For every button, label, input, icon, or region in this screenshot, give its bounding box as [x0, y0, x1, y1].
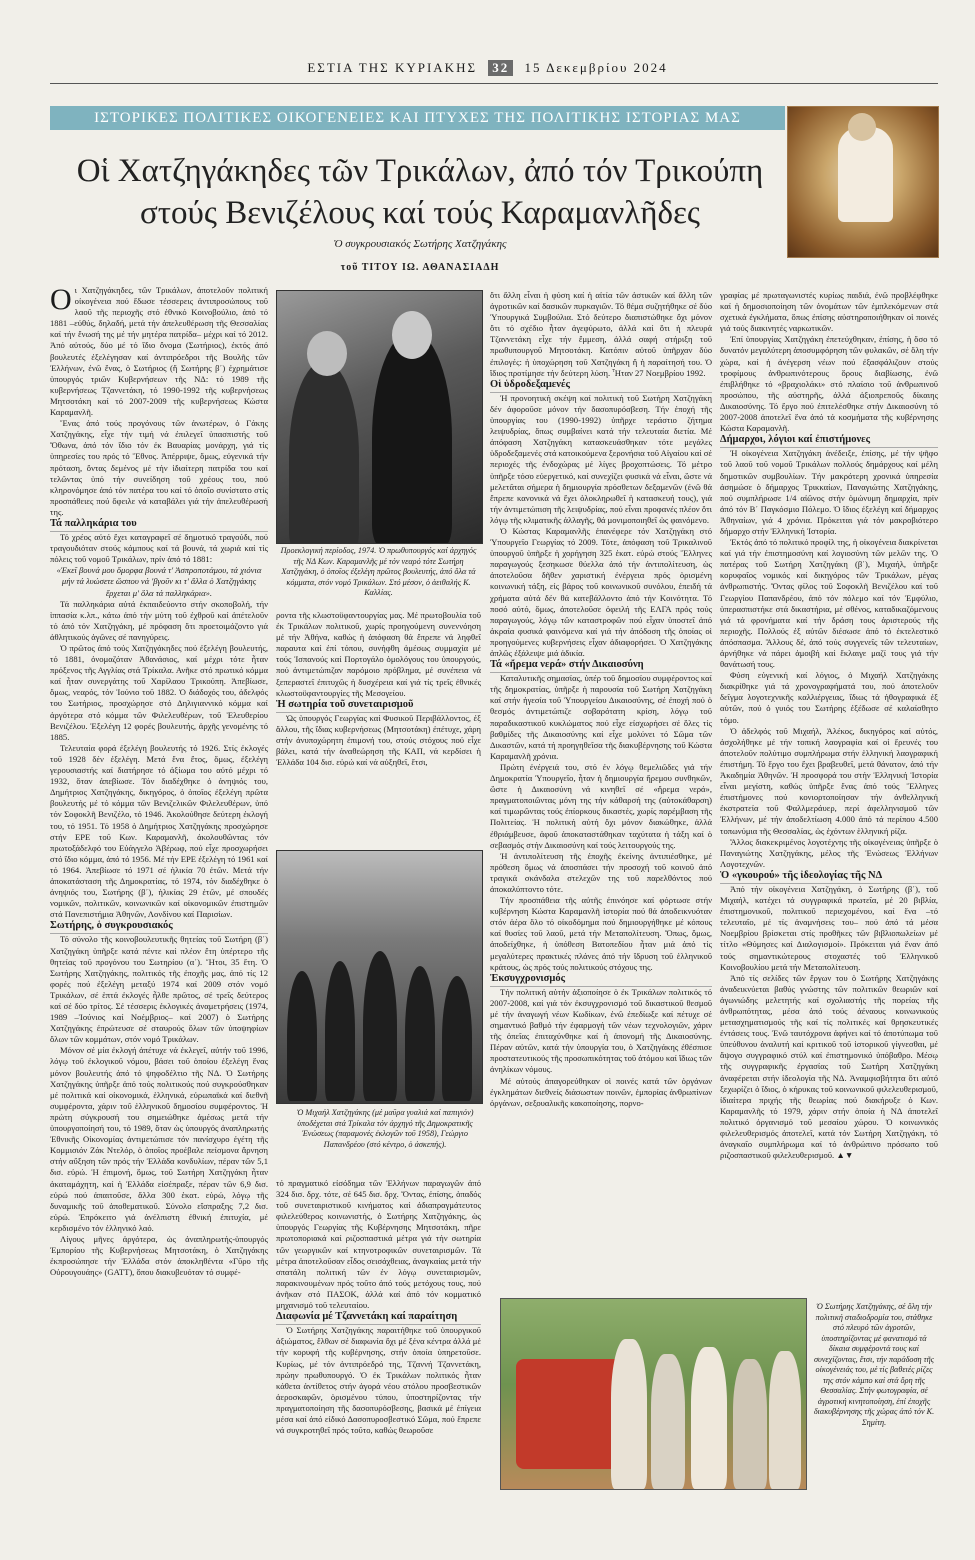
column-2-top: [276, 610, 481, 775]
painting-figure: [838, 127, 893, 222]
subheading: Ἡ σωτηρία τοῦ συνεταιρισμοῦ: [276, 699, 481, 713]
masthead-title: ΕΣΤΙΑ ΤΗΣ ΚΥΡΙΑΚΗΣ: [307, 60, 478, 75]
paragraph: Ὡς ὑπουργός Γεωργίας καί Φυσικοῦ Περιβάλλοντος, ἐξ ἄλλου, τῆς ἴδιας κυβερνήσεως (Μητσοτάκη) ἐπέτυχε, χάρη στήν ἀνυποχώρητη ἐπιμονή του, στούς στόχους πού εἶχε βάλει, κατά τήν ἀναθεώρηση τῆς ΚΑΠ, νά κερδίσει ἡ Ἑλλάδα 104 δισ. εὐρώ καί νά αὐξηθεῖ, ἔτσι,: [276, 712, 481, 768]
paragraph: Λίγους μῆνες ἀργότερα, ὡς ἀναπληρωτής-ὑπουργός Ἐμπορίου τῆς Κυβερνήσεως Μητσοτάκη, ὁ Χατζηγάκης ἐκπροσώπησε τήν Ἑλλάδα στόν ἀποκληθέντα «Γῦρο τῆς Οὐρουγουάης» (GATT), ὅπου διακυβευόταν τό συμφέ-: [50, 1233, 268, 1278]
paragraph: ὅτι ἄλλη εἶναι ἡ φύση καί ἡ αἰτία τῶν ἀστικῶν καί ἄλλη τῶν ἀγροτικῶν καί δασικῶν πυρκαγιῶν. Τό θέμα συζητήθηκε σέ δύο Ὑπουργικά Συμβούλια. Στό δεύτερο διαπιστώθηκε ὄχι μόνον ὅτι τό σχέδιο ἦταν ἀγεφύρωτο, ἀλλά καί ὅτι ἡ πλευρά Τζαννετάκη εἶχε τήν ἔμμεση, ἀλλά σαφή στήριξη τοῦ πρωθυπουργοῦ Μητσοτάκη. Κατόπιν αὐτοῦ ὑπῆρχαν δύο ἐπιλογές: ἡ ὑποχώρηση τοῦ Χατζηγάκη ἤ ἡ παραίτησή του. Ὁ ἴδιος προτίμησε τήν δεύτερη λύση. Ἦταν 27 Νοεμβρίου 1992.: [490, 290, 712, 378]
paragraph: Φύση εὐγενική καί λόγιος, ὁ Μιχαήλ Χατζηγάκης διακρίθηκε γιά τά χρονογραφήματά του, πού ἀποτελοῦν δεῖγμα λογοτεχνικῆς καλλιέργειας, ἴδιως τά ἠθογραφικά ἐξ αὐτῶν, πού ὁ γυιός του Σωτήρης ἐξέδωσε σέ καλαίσθητο τόμο.: [720, 670, 938, 725]
section-banner: ΙΣΤΟΡΙΚΕΣ ΠΟΛΙΤΙΚΕΣ ΟΙΚΟΓΕΝΕΙΕΣ ΚΑΙ ΠΤΥΧΕΣ ΤΗΣ ΠΟΛΙΤΙΚΗΣ ΙΣΤΟΡΙΑΣ ΜΑΣ: [50, 106, 785, 130]
subheading: Δήμαρχοι, λόγιοι καί ἐπιστήμονες: [720, 434, 938, 448]
paragraph: Μόνον σέ μία ἐκλογή ἀπέτυχε νά ἐκλεγεῖ, αὐτήν τοῦ 1996, λόγῳ τοῦ ἐκλογικοῦ νόμου, βάσει τοῦ ὁποίου ἐξελέγη ἕνας μόνον βουλευτής ἀπό τό ψηφοδέλτιο τῆς ΝΔ. Ὁ Σωτήρης Χατζηγάκης ὑπῆρξε ἀπό τούς πολιτικούς πού συγκρούσθηκαν μέ πολιτικά καί οἰκονομικά, ἑλληνικά, εὐρωπαϊκά καί διεθνῆ συμφέροντα, χάριν τοῦ ἑλληνικοῦ δημοσίου συμφέροντος. Ἡ πρώτη σύγκρουσή του σημειώθηκε ἀμέσως μετά τήν ὑπουργοποίησή του, τό 1989, ὅταν ὡς ὑπουργός ἀναπληρωτής Ἐθνικῆς Οἰκονομίας ἀντιμετώπισε τόν πανίσχυρο ἐγέτη τῆς Κομμισιόν Ζάκ Ντελόρ, ὁ ὁποῖος προέβαλε πείσμονα ἄρνηση στήν αὔξηση τῶν πρός τήν Ἑλλάδα κονδυλίων, πέραν τῶν 5,1 δισ. εὐρώ. Ἡ ἐπιμονή, ὅμως, τοῦ Σωτήρη Χατζηγάκη ἦταν ἀκαταμάχητη, καί ἡ Ἑλλάδα εἰσέπραξε, πέραν τῶν 6,9 δισ. εὐρώ πού ἀπαιτοῦσε, ἄλλα 300 ἑκατ. εὐρώ, λόγῳ τῆς δυναμικῆς τοῦ ἀποθεματικοῦ. Σύνολο εἴσπραξης 7,2 δισ. εὐρώ. Ἐπρόκειτο γιά ἀνέλπιστη ἐθνική ἐπιτυχία, μέ κερδισμένο τόν ἑλληνικό λαό.: [50, 1045, 268, 1233]
drop-cap: Ο: [50, 285, 72, 316]
paragraph: Ὁ ἀδελφός τοῦ Μιχαήλ, Ἀλέκος, δικηγόρος καί αὐτός, ἀσχολήθηκε μέ τήν τοπική λαογραφία καί οἱ ἔρευνές του ἀποτελοῦν πολύτιμο συμπλήρωμα στήν ἑλληνική λαογραφική ἐπιστήμη. Τό ἔργο του ἔχει βραβευθεῖ, μετά θάνατον, ἀπό τήν Ἀκαδημία Ἀθηνῶν. Ἡ προσφορά του στήν Ἑλληνική Ἱστορία εἶναι μεγίστη, καθώς ὑπῆρξε ἕνας ἀπό τούς Ἕλληνες ἐπιστήμονες πού κονιορτοποίησαν τήν ἀνθελληνική ἐκστρατεία τοῦ Φαλλμεράυερ, περί ἀφελληνισμοῦ τῶν Ἑλλήνων, μέ τήν ἀποδελτίωση 4.000 ἀπό τά περίπου 4.500 τοπωνύμια τῆς Θεσσαλίας, ὡς ἐχόντων ἑλληνική ρίζα.: [720, 725, 938, 836]
paragraph: Καταλυτικῆς σημασίας, ὑπέρ τοῦ δημοσίου συμφέροντος καί τῆς δημοκρατίας, ὑπῆρξε ἡ παρουσία τοῦ Σωτήρη Χατζηγάκη καί στήν ἡγεσία τοῦ Ὑπουργείου Δικαιοσύνης, σέ ἐποχή πού ὁ θεσμός ἀντιμετώπιζε σοβαρότατη κρίση, λόγῳ τοῦ παραδικαστικοῦ κυκλώματος πού εἶχε εἰσχωρήσει σέ ὅλες τίς βαθμίδες τῆς Δικαιοσύνης καί εἶχε μολύνει τό Σῶμα τῶν Δικαστῶν, κατά τή προηγηθεῖσα τῆς διακυβέρνησης τοῦ Κώστα Καραμανλῆ χρόνια.: [490, 673, 712, 761]
paragraph: Πρώτη ἐνέργειά του, στό ἐν λόγῳ θεμελιῶδες γιά τήν Δημοκρατία Ὑπουργεῖο, ἦταν ἡ δημιουργία ἤρεμου συνθηκῶν, ὥστε ἡ Δικαιοσύνη νά κινηθεῖ σέ «ἤρεμα νερά», πραγματοποιῶντας μόνη της τήν κάθαρσή της (αὐτοκάθαρση) καί τιμωρῶντας τούς ἐπίορκους δικαστές, χωρίς παρέμβαση τῆς Πολιτείας. Ἡ πολιτική αὐτή ὄχι μόνον διακώθηκε, ἀλλά ἐθριάμβευσε, ἀφοῦ ἀποκαταστάθηκαν ταχύτατα ἡ τάξη καί ὁ σεβασμός στήν Δικαιοσύνη καί τούς λειτουργούς της.: [490, 761, 712, 850]
photo-caption: Ὁ Μιχαήλ Χατζηγάκης (μέ μαῦρα γυαλιά καί παπιγιόν) ὑποδέχεται στά Τρίκαλα τόν ἀρχηγό τῆς Δημοκρατικῆς Ἑνώσεως (παραμονές ἐκλογῶν τοῦ 1958), Γεώργιο Παπανδρέου (στό κέντρο, ὁ ἀσκεπής).: [296, 1108, 474, 1149]
paragraph: Τήν προσπάθεια τῆς αὐτῆς ἐπινόησε καί φόρτωσε στήν κυβέρνηση Κώστα Καραμανλῆ ἱστορία πού θά ἀποδεικνυόταν στόν ἀέρα ὅλο τό οἰκοδόμημα πού δημιουργήθηκε μέ κόπους καί θυσίες τοῦ λαοῦ, μετά τήν Μεταπολίτευση. Ὅπως, ὅμως, ἀποδείχθηκε, ἡ ὑπόθεση Βατοπεδίου ἦταν μιά ἀπό τίς μεγαλύτερες πρακτικές πλάνες ἀπό τήν ἵδρυση τοῦ ἑλληνικοῦ κράτους, ὡς πρός τούς πολιτικούς στόχους της.: [490, 895, 712, 972]
subheading: Τά παλληκάρια του: [50, 518, 268, 532]
column-2-bottom: [276, 1178, 481, 1538]
subheading: Διαφωνία μέ Τζαννετάκη καί παραίτηση: [276, 1311, 481, 1325]
paragraph: Ἄλλος διακεκριμένος λογοτέχνης τῆς οἰκογένειας ὑπῆρξε ὁ Παναγιώτης Χατζηγάκης, μέλος τῆς Ἑνώσεως Ἑλλήνων Λογοτεχνῶν.: [720, 836, 938, 869]
paragraph: ι Χατζηγάκηδες, τῶν Τρικάλων, ἀποτελοῦν πολιτική οἰκογένεια πού ἔδωσε τέσσερεις ἀντιπροσώπους τοῦ λαοῦ τῆς περιοχῆς στό ἐθνικό Κοινοβούλιο, ἀπό τό 1881 –εὐθύς, δηλαδή, μετά τήν ἀπελευθέρωση τῆς Θεσσαλίας καί τήν ἕνωσή της μέ τήν μητέρα πατρίδα– μέχρι καί τό 2012. Ἀπό αὐτούς, δύο μέ τό ἴδιο ὄνομα (Σωτήριος), ἐκτός ἀπό βουλευτές ἐξελέγησαν καί ἀντιπρόεδροι τῆς Βουλῆς τῶν Ἑλλήνων, ἐνῶ ἕνας, ὁ Σωτήριος (ἤ Σωτήρης β΄) ἐχρημάτισε ὑπουργός τριῶν Κυβερνήσεων τῆς ΝΔ: τό 1989 τῆς κυβερνήσεως Τζαννετάκη, τό 1990-1992 τῆς κυβερνήσεως Μητσοτάκη καί τό 2007-2009 τῆς κυβερνήσεως Κώστα Καραμανλῆ.: [50, 285, 268, 418]
paragraph: Ἀπό τήν οἰκογένεια Χατζηγάκη, ὁ Σωτήρης (β΄), τοῦ Μιχαήλ, κατέχει τά συγγραφικά πρωτεῖα, μέ 20 βιβλία, ἐπιστημονικοῦ, πολιτικοῦ περιεχομένου, καί ἕνα –τό τελευταῖο, μέ τίς ἀναμνήσεις του– πού ἀπό τά μέσα Νοεμβρίου βρίσκεται στίς προθῆκες τῶν βιβλιοπωλείων μέ τίτλο «Θύμησες καί Διαλογισμοί». Πρόκειται γιά ἕναν ἀπό τούς σημαντικώτερους στοχαστές τοῦ Ἑλληνικοῦ Κοινοβουλίου μετά τήν Μεταπολίτευση.: [720, 883, 938, 972]
photo-caption: Ὁ Σωτήρης Χατζηγάκης, σέ ὅλη τήν πολιτική σταδιοδρομία του, στάθηκε στό πλευρό τῶν ἀγροτῶν, ὑποστηρίζοντας μέ φανατισμό τά δίκαια συμφέροντά τους καί συνεχίζοντας, ἔτσι, τήν παράδοση τῆς οἰκογένειάς του, μέ τίς βαθειές ρίζες της στόν κάμπο καί στά ὄρη τῆς Θεσσαλίας. Στήν φωτογραφία, σέ ἀγροτική κινητοποίηση, ἐπί ἐποχῆς διακυβέρνησης τῆς χώρας ἀπό τόν Κ. Σημίτη.: [813, 1302, 935, 1427]
paragraph: Ἡ ἀντιπολίτευση τῆς ἐποχῆς ἐκείνης ἀντιπιέσθηκε, μέ πρόθεση ὅμως νά ἀποσπάσει τήν προσοχή τοῦ κοινοῦ ἀπό τραγικά σκάνδαλα στελεχῶν της τοῦ παρελθόντος πού ἀποκαλύπτοντο τότε.: [490, 850, 712, 894]
poem-quote: «Ἐκεῖ βουνά μου ὄμορφα βουνά τ' Ἀσπροποτάμου, τά χιόνια μήν τά λυώσετε ὥσπου νά 'βγοῦν κι τ' ἄλλα ὁ Χατζηγάκης ἔρχεται μ' ὅλα τά παλληκάρια».: [56, 565, 262, 598]
article-author: τοῦ ΤΙΤΟΥ ΙΩ. ΑΘΑΝΑΣΙΑΔΗ: [340, 262, 500, 273]
painting-image: [787, 106, 939, 258]
photo-karamanlis-1974: [276, 290, 483, 544]
paragraph: Ὁ Σωτήρης Χατζηγάκης παραιτήθηκε τοῦ ὑπουργικοῦ ἀξιώματος, ἔλθων σέ διαφωνία ὄχι μέ ξένα κέντρα ἀλλά μέ τήν κορυφή τῆς κυβέρνησης, στήν ὁποία ὑπηρετοῦσε. Κυρίως, μέ τόν ἀντιπρόεδρό της, Τζαννή Τζαννετάκη, πρώην πρωθυπουργό. Ὁ ἐκ Τρικάλων πολιτικός ἦταν κάθετα ἀντίθετος στήν ἀγορά νέου στόλου προσβεστικῶν ἀεροσκαφῶν, ὁρισμένου τύπου, ὑποστηρίζοντας τήν πραγματοποίηση τῆς δασοπυρόσβεσης, βασικά μέ ἐπίγεια μέσα καί ἀπό εἰδικό Δασοπυροσβεστικό Σῶμα, πού ἔπρεπε νά συγκροτηθεῖ πρός τοῦτο, καθώς θεωροῦσε: [276, 1325, 481, 1436]
masthead: [0, 60, 975, 76]
article-subtitle: Ὁ συγκρουσιακός Σωτήρης Χατζηγάκης: [333, 238, 507, 250]
photo-caption: Προεκλογική περίοδος, 1974. Ὁ πρωθυπουργός καί ἀρχηγός τῆς ΝΔ Κων. Καραμανλῆς μέ τόν νεαρό τότε Σωτήρη Χατζηγάκη, ὁ ὁποῖος ἐξελέγη πρῶτος βουλευτής, ἀπό ὅλα τά κόμματα, στόν νομό Τρικάλων. Στό μέσον, ὁ ἀειθαλής Κ. Καλλίας.: [280, 546, 477, 597]
column-4: [720, 290, 938, 1290]
column-3: [490, 290, 712, 1290]
paragraph: Τό χρέος αὐτό ἔχει καταγραφεῖ σέ δημοτικό τραγούδι, πού τραγουδιόταν στούς κάμπους καί τά βουνά, τά χωριά καί τίς πόλεις τοῦ νομοῦ Τρικάλων, πρίν ἀπό τό 1881:: [50, 532, 268, 565]
paragraph: Ἐπί ὑπουργίας Χατζηγάκη ἐπετεύχθηκαν, ἐπίσης, ἡ ὅσο τό δυνατόν μεγαλύτερη ἀποσυμφόρηση τῶν φυλακῶν, σέ ὅλη τήν χώρα, καί ἡ ἀνέγερση νέων πού ἐξασφάλιζουν στούς τροφίμους ἀνθρωπινότερους ὅρους διαβίωσης, ἐνῶ ἐπιβλήθηκε τό «βραχιολάκι» στό πλαίσιο τοῦ ἀνθρωπινοῦ προσώπου, τῆς αὐστηρῆς, ἀλλά ἀξιοπρεποῦς δίκαιης Δικαιοσύνης. Τό ἔργο πού ἐπιτελέσθηκε στήν Δικαιοσύνη τό 2007-2008 ἀποτελεῖ ἕνα ἀπό τά κοσμήματα τῆς κυβέρνησης Κώστα Καραμανλῆ.: [720, 334, 938, 434]
photo-papandreou-1958: [276, 850, 483, 1104]
paragraph: Ἐκτός ἀπό τό πολιτικό προφίλ της, ἡ οἰκογένεια διακρίνεται καί γιά τήν ἐπιστημοσύνη καί λογιοσύνη τῶν μελῶν της. Ὁ πατέρας τοῦ Σωτήρη Χατζηγάκη (β΄), Μιχαήλ, ὑπῆρξε κορυφαῖος νομικός καί δικηγόρος τῶν Τρικάλων, μέγας ἀνθρωπιστής. Ὄντας φίλος τοῦ Σοφοκλῆ Βενιζέλου καί τοῦ Γεωργίου Παπανδρέου, ἀπό τόν πόλεμο καί τόν Ἐμφύλιο, ὑπερασπιστήκε στά δικαστήρια, μέ σθένος, καταδικαζόμενους γιά τά φρονήματα καί τήν δράση τους ἀριστερούς τῆς περιοχῆς. Πολλούς ἐξ αὐτῶν διέσωσε ἀπό τό ἐκτελεστικό ἀπόσπασμα. Ἄλλους δέ, ἀπό τούς συγγενεῖς τῶν τελευταίων, ἀρνήθηκε νά πάρει ἀμοιβή καί ἔκλαιγε μαζί τους γιά τήν θανάτωσή τους.: [720, 537, 938, 670]
paragraph: Τελευταία φορά ἐξελέγη βουλευτής τό 1926. Στίς ἐκλογές τοῦ 1928 δέν ἐξελέγη. Μετά ἕνα ἔτος, ὅμως, ἐξελέγη γερουσιαστής καί διατήρησε τό ἀξίωμα του αὐτό μέχρι τό 1932, ὅταν ἀπεβίωσε. Τόν διαδέχθηκε ὁ ἀνηψιός του, Δημήτριος Χατζηγάκης, δικηγόρος, ὁ ὁποῖος ἐξελέγη πρῶτα βουλευτής μέ τό κόμμα τῶν Βενιζελικῶν Φιλελευθέρων, ὑπό τόν Σοφοκλῆ Βενιζέλο, τό 1946. Ἀκολούθησε δεύτερη ἐκλογή του, τό 1951. Τό 1958 ὁ Δημήτριος Χατζηγάκης προσχώρησε στήν ΕΡΕ τοῦ Κων. Καραμανλῆ, ἀκολουθῶντας τόν πρωτοξάδελφό του Εὐάγγελο Ἀβέρωφ, πού εἶχε προσχωρήσει στό ἴδιο κόμμα, ἀπό τό 1956. Μέ τήν ΕΡΕ ἐξελέγη τό 1961 καί τό 1964. Ἀπεβίωσε τό 1971 σέ ἡλικία 70 ἐτῶν. Μετά τήν ἀποκατάσταση τῆς Δημοκρατίας, τό 1974, τόν διαδέχθηκε ὁ ἀνηψιός του, Σωτήρης (β΄), ἡλικίας 29 ἐτῶν, μέ σπουδές νομικῶν, πολιτικῶν, κοινωνικῶν καί οἰκονομικῶν ἐπιστημῶν στά Πανεπιστήμια Ἀθηνῶν, Λονδίνου καί Παρισίων.: [50, 742, 268, 920]
photo-farmers-protest: [500, 1298, 807, 1490]
paragraph: Ἡ προνοητική σκέψη καί πολιτική τοῦ Σωτήρη Χατζηγάκη δέν ἀφοροῦσε μόνον τήν δασοπυρόσβεση. Τήν ἐποχή τῆς ὑπουργίας του (1990-1992) ὑπῆρχε τεράστιο ζήτημα λειψυδρίας, ὅπως συμβαίνει κατά τήν τελευταία διετία. Μέ ἀπόφαση Χατζηγάκη κατασκευάσθηκαν τότε μεγάλες ὑδροδεξαμενές στά κατοικούμενα ξερονήσια τοῦ Αἰγαίου καί σέ περιοχές τῆς ἐνδοχώρας μέ λίγες βροχοπτώσεις. Τό μέτρο ὑπῆρξε τόσο εὐεργετικό, καί συνεχίζει φυσικά νά εἶναι, ὥστε νά μελετᾶται σήμερα ἡ δημιουργία πρόσθετων δεξαμενῶν (ἐνῶ θά ἔπρεπε κανονικά νά ἔχει ὁλοκληρωθεῖ ἡ κατασκευή τους), γιά τήν ἀντιμετώπιση τῆς λειψυδρίας, πού εἶναι προφανές πλέον ὅτι λόγῳ τῆς κλιματικῆς ἀλλαγῆς, θά μονιμοποιηθεῖ ὡς φαινόμενο.: [490, 392, 712, 525]
painting-head: [848, 113, 876, 141]
subheading: Τά «ἤρεμα νερά» στήν Δικαιοσύνη: [490, 659, 712, 673]
paragraph: ροντα τῆς κλωστοϋφαντουργίας μας. Μέ πρωτοβουλία τοῦ ἐκ Τρικάλων πολιτικοῦ, χωρίς προηγούμενη συνεννόηση μέ τήν Ἀθήνα, καθώς ἡ ἀπόφαση θά ἔπρεπε νά ληφθεῖ παραυτα καί ἐπί τόπου, συνήφθη ἀμέσως συμμαχία μέ τούς Ἰσπανούς καί Πορτογάλο ὁμολόγους του ὑπουργούς, πού ἀντιμετώπιζαν παρόμοιο πρόβλημα, μέ συνέπεια νά ξεπεραστεῖ ἐπιτυχῶς ἡ δυσχέρεια καί γιά τίς τρεῖς ἐθνικές κλωστοϋφαντουργίες τῆς Μεσογείου.: [276, 610, 481, 698]
paragraph: Ὁ πρῶτος ἀπό τούς Χατζηγάκηδες πού ἐξελέγη βουλευτής, τό 1881, ὀνομαζόταν Ἀθανάσιος, καί μέχρι τότε ἦταν πρόξενος τῆς Αγγλίας στά Τρίκαλα. Ανῆκε στό πρωτικό κόμμα καί ἦταν συνεργάτης τοῦ Χαρίλαου Τρικούπη. Ἀπεβίωσε, ὅμως, νεαρός, τόν Ἰούνιο τοῦ 1882. Ὁ διάδοχός του, ἀδελφός του Σωτήριος, προσχώρησε στό Δηλιγιαννικό κόμμα καί ἀργότερα στό κόμμα τῶν Φιλελευθέρων, τοῦ Ἐλευθερίου Βενιζέλου. Ἐξελέγη 12 φορές βουλευτής, ἀρχῆς γενομένης τό 1885.: [50, 643, 268, 742]
masthead-date: 15 Δεκεμβρίου 2024: [524, 60, 668, 75]
subheading: Ἐκσυγχρονισμός: [490, 973, 712, 987]
paragraph: Τά παλληκάρια αὐτά ἐκπαιδεύοντο στήν σκοποβολή, τήν ἱππασία κ.λπ., κάτω ἀπό τήν μύτη τοῦ ἐχθροῦ καί ἀπέτελοῦν τό ἀπό τόν Χατζηγάκη, μέ πρόφαση ὅτι προετοιμάζοντο γιά ἀθλητικούς ἀγῶνες σέ πανηγύρεις.: [50, 598, 268, 642]
paragraph: γραφίας μέ πρωταγωνιστές κυρίως παιδιά, ἐνῶ προβλέφθηκε καί ἡ δημοσιοποίηση τῶν ὀνομάτων τῶν ἐμπλεκόμενων στά σχετικά ἐγκλήματα, ὅπως ἐπίσης αὐστηροποιήθηκαν οἱ ποινές γιά τούς διακινητές ναρκωτικῶν.: [720, 290, 938, 334]
article-headline: Οἱ Χατζηγάκηδες τῶν Τρικάλων, ἀπό τόν Τρικούπη στούς Βενιζέλους καί τούς Καραμανλῆδες: [76, 153, 764, 231]
paragraph: Ἡ οἰκογένεια Χατζηγάκη ἀνέδειξε, ἐπίσης, μέ τήν ψῆφο τοῦ λαοῦ τοῦ νομοῦ Τρικάλων πολλούς δημάρχους καί μέλη δημοτικῶν συμβουλίων. Τήν μακρότερη χρονικά ὑπηρεσία ἀσημώσε ὁ δήμαρχος Τρικκαίων, Παναγιώτης Χατζηγάκης, πού συμπλήρωσε 1/4 αἰῶνος στήν ὁμώνυμη δημαρχία, πρίν ἀπό τόν Β΄ Παγκόσμιο Πόλεμο. Ὁ ἴδιος ἐξελέγη καί δήμαρχος Ἀθηναίων, γιά 4 χρόνια. Πρόκειται γιά τόν μακροβιότερο δήμαρχο στήν Ἑλληνική Ἱστορία.: [720, 448, 938, 536]
paragraph: Ἕνας ἀπό τούς προγόνους τῶν ἀνωτέρων, ὁ Γάκης Χατζηγάκης, εἶχε τήν τιμή νά ἐπιλεγεῖ ὑπασπιστής τοῦ Ὄθωνα, ἀπό τόν ἴδιο τόν ἐκ Βαυαρίας μονάρχη, γιά τίς ὑπηρεσίες του πρός τό Ἔθνος. Ἀπέρριψε, ὅμως, εὐγενικά τήν πρόταση, ὄντας δεμένος μέ τήν ἰδιαίτερη πατρίδα του καί τελῶντας ὑπό τήν συνείδηση τοῦ χρέους του, πού κληρονόμησε ἀπό τόν πατέρα του καί τό ὁποῖο συνίστατο στίς προσπάθειες πού ὄφειλε νά καταβάλει γιά τήν ἀπελευθέρωσή της.: [50, 418, 268, 517]
subheading: Οἱ ὑδροδεξαμενές: [490, 379, 712, 393]
paragraph: Τό σύνολο τῆς κοινοβουλευτικῆς θητείας τοῦ Σωτήρη (β΄) Χατζηγάκη ὑπῆρξε κατά πέντε καί πλέον ἔτη ὑπέρτερο τῆς θητείας τοῦ προγόνου του Σωτηρίου (α΄). Ἤτοι, 35 ἔτη. Ὁ Σωτήρης Χατζηγάκης, πολιτικός τῆς ἐποχῆς μας, ἀπό τίς 12 φορές πού ἐξελέγη μεταξύ 1974 καί 2009 στόν νομό Τρικάλων, σέ ἑπτά ἐκλογές ἦλθε πρῶτος, σέ τρεῖς δεύτερος καί σέ δύο τρίτος. Σέ τέσσερις ἐκλογικές ἀναμετρήσεις (1974, 1989 –Ἰούνιος καί Νοέμβριος– καί 2007) ὁ Σωτήρης Χατζηγάκης ἐπρώτευσε σέ σταυρούς ὅλων τῶν ὑποψηφίων ὅλων τῶν κομμάτων, στόν νομό Τρικάλων.: [50, 934, 268, 1045]
paragraph: τό πραγματικό εἰσόδημα τῶν Ἑλλήνων παραγωγῶν ἀπό 324 δισ. δρχ. τότε, σέ 645 δισ. δρχ. Ὄντας, ἐπίσης, ὁπαδός τοῦ συνεταιριστικοῦ κινήματος καί ἀδιαπραγμάτευτος φιλελεύθερος κοινωνιστής, ὁ Σωτήρης Χατζηγάκης, ὡς ὑπουργός Γεωργίας τῆς Κυβέρνησης Μητσοτάκη, πῆρε πρωτοποριακά καί ριζοσπαστικά μέτρα γιά τήν σωτηρία τῶν γεωργικῶν καί κτηνοτροφικῶν συνεταιρισμῶν. Τά μέτρα ἀποτελοῦσαν εἶδος σεισάχθειας, ἀναγκαίας μετά τήν σπατάλη πολιτική τῶν ἐν λόγῳ συνεταιρισμῶν, παρακινουμένων πρός τοῦτο ἀπό τούς μετόχους τους, πού ἀνῆκαν στό ΠΑΣΟΚ, ἀλλά καί ἀπό τόν κομματικό μηχανισμό τοῦ τελευταίου.: [276, 1178, 481, 1311]
masthead-rule: [50, 83, 938, 84]
paragraph: Τήν πολιτική αὐτήν ἀξιοποίησε ὁ ἐκ Τρικάλων πολιτικός τό 2007-2008, καί γιά τόν ἐκσυγχρονισμό τοῦ δικαστικοῦ θεσμοῦ μέ τήν ἀναγωγή νέων Κωδίκων, ἐνῶ ἐπεδίωξε καί πέτυχε σέ σημαντικό βαθμό τήν ἐφαρμογή τῶν νέων τεχνολογιῶν, χάριν τῆς ὀπεῖας ἐπιταχύνθηκε καί ἡ ἀπονομή τῆς Δικαιοσύνης. Πέραν αὐτῶν, κατά τήν ὑπουργία του, ὁ Χατζηγάκης ἐθέσπισε προστατευτικούς τῆς προσωπικότητας τοῦ ἀτόμου καί ἴδιως τῶν ἀνηλίκων νόμους.: [490, 986, 712, 1075]
tractor-shape: [516, 1359, 626, 1469]
column-1: [50, 285, 268, 1525]
page-number: 32: [488, 60, 513, 76]
paragraph: Ὁ Κώστας Καραμανλῆς ἐπανέφερε τόν Χατζηγάκη στό Ὑπουργεῖο Γεωργίας τό 2009. Τότε, ἀπόφαση τοῦ Τρικαλινοῦ ὑπουργοῦ ὑπῆρξε ἡ χορήγηση 325 ἑκατ. εὐρώ στούς Ἕλληνες παραγωγούς ξεσηκωσε θύελλα ἀπό τήν ἀντιπολίτευση, ὡς ἀποτελοῦσα δῆθεν χαριστική ἐνέργεια πρός ὁρισμένη κοινωνική τάξη, εἰς βάρος τοῦ κοινωνικοῦ συνόλου, ἐπειδή τά χρήματα αὐτά δέν θά κατεβάλλοντο ἀπό τήν Κοινότητα. Τό ποσό αὐτό, ὅμως, ἀποτελοῦσε ὀφειλή τῆς ΕΛΓΑ πρός τούς παραγωγούς, λόγῳ τῶν καταστροφῶν πού εἶχαν ὑποστεῖ ἀπό ἀκραία φυσικά φαινόμενα καί γιά τήν ἀπόδοση τῆς ὁποίας οἱ προηγούμενες κυβερνήσεις εἶχαν ἀδιαφορήσει. Ὁ Χατζηγάκης ἁπλῶς ἐξάλειψε μιά ἀδικία.: [490, 525, 712, 658]
subheading: Ὁ «γκουρού» τῆς ἰδεολογίας τῆς ΝΔ: [720, 870, 938, 884]
paragraph: Μέ αὐτούς ἀπαγορεύθηκαν οἱ ποινές κατά τῶν ὁργάνων ἐγκλημάτων διεθνείς διάσωστων ποινῶν, ἐμπορίας ἀνθρωπίνων ὀργάνων, σεξουαλικῆς κακοποίησης, πορνο-: [490, 1075, 712, 1108]
paragraph: Ἀπό τίς σελίδες τῶν ἔργων του ὁ Σωτήρης Χατζηγάκης ἀναδεικνύεται βαθύς γνώστης τῶν πολιτικῶν θεωριῶν καί ἀγωνιώδης μελετητής καί σχολιαστής τῆς πορείας τῆς ἀνθρωπότητας, μέσα ἀπό τούς ἀέναους κοινωνικούς μετασχηματισμούς τῆς καί τίς πολιτικές καί θρησκευτικές ἐντάσεις τους. Ἐνῶ ταυτόχρονα ἀφήνει καί τό ἀποτύπωμα τοῦ ὑπεύθυνου ἀναλυτή καί κριτικοῦ τοῦ ἱστορικοῦ γίγνεσθαι, μέ ἄψογο συγγραφικό στύλ καί ἐπιστημονικό ὑπόβαθρο. Μέσῳ τῆς συγγραφικῆς ἐργασίας τοῦ Σωτήρη Χατζηγάκη ἀναφέρεται στήν ἰδεολογία τῆς ΝΔ. Ἀναμφισβήτητα ὅτι αὐτό ξεχωρίζει ὁ ἴδιος, ὁ κήρυκας τοῦ κοινωνικοῦ φιλελευθερισμοῦ, ἰδιαίτερα πριχής τῆς θεωρίας πού διακήρυξε ὁ Κων. Καραμανλῆς τό 1979, χάριν στήν ὁποία ἡ ΝΔ ἀποτελεῖ πολιτικό ὀργανισμό τοῦ μεσαίου χώρου. Ὁ κοινωνικός φιλελευθερισμός ἀποτελεῖ, κατά τόν Σωτήρη Χατζηγάκη, τό ἀναγκαῖο συμπλήρωμα καί τό ἀνθρώπινο πρόσωπο τοῦ ριζοσπαστικοῦ φιλελευθερισμοῦ. ▲▼: [720, 972, 938, 1161]
subheading: Σωτήρης, ὁ συγκρουσιακός: [50, 920, 268, 934]
